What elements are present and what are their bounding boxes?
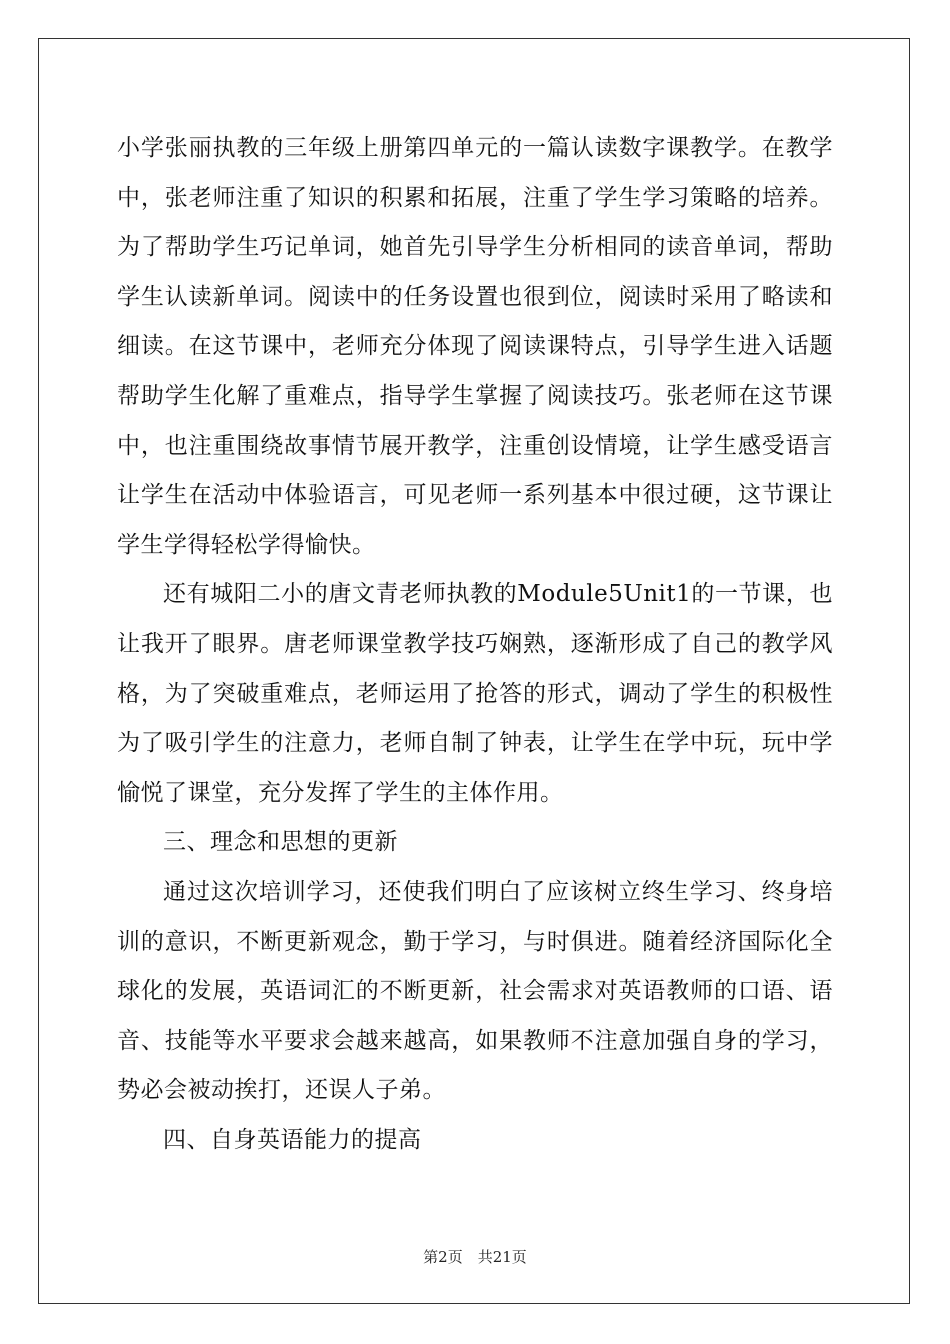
paragraph-lifelong-learning: 通过这次培训学习，还使我们明白了应该树立终生学习、终身培训的意识，不断更新观念，勤于学习，与时俱进。随着经济国际化全球化的发展，英语词汇的不断更新，社会需求对英语教师的口语、语音、技能等水平要求会越来越高，如果教师不注意加强自身的学习，势必会被动挨打，还误人子弟。 xyxy=(117,878,833,1104)
document-body xyxy=(117,124,833,1165)
page-number: 第2页 共21页 xyxy=(423,1248,527,1266)
section-heading-4: 四、自身英语能力的提高 xyxy=(163,1126,422,1153)
paragraph-tang-lesson: 还有城阳二小的唐文青老师执教的Module5Unit1的一节课，也让我开了眼界。唐老师课堂教学技巧娴熟，逐渐形成了自己的教学风格，为了突破重难点，老师运用了抢答的形式，调动了学生的积极性为了吸引学生的注意力，老师自制了钟表，让学生在学中玩，玩中学愉悦了课堂，充分发挥了学生的主体作用。 xyxy=(117,581,833,806)
section-heading-3: 三、理念和思想的更新 xyxy=(163,829,398,856)
paragraph-zhang-lesson: 小学张丽执教的三年级上册第四单元的一篇认读数字课教学。在教学中，张老师注重了知识的积累和拓展，注重了学生学习策略的培养。为了帮助学生巧记单词，她首先引导学生分析相同的读音单词，帮助学生认读新单词。阅读中的任务设置也很到位，阅读时采用了略读和细读。在这节课中，老师充分体现了阅读课特点，引导学生进入话题帮助学生化解了重难点，指导学生掌握了阅读技巧。张老师在这节课中，也注重围绕故事情节展开教学，注重创设情境，让学生感受语言让学生在活动中体验语言，可见老师一系列基本中很过硬，这节课让学生学得轻松学得愉快。 xyxy=(117,135,833,558)
